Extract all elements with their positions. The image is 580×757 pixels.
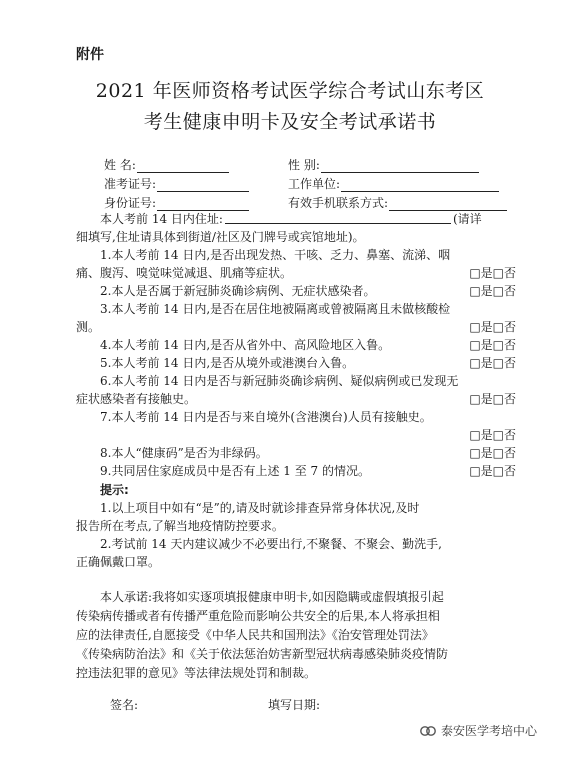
- tips-heading: 提示:: [100, 483, 129, 497]
- question-7-yes-no[interactable]: □是□否: [469, 428, 516, 442]
- question-1-line1: 1.本人考前 14 日内,是否出现发热、干咳、乏力、鼻塞、流涕、咽: [100, 248, 451, 262]
- tip-2-line1: 2.考试前 14 天内建议减少不必要出行,不聚餐、不聚会、勤洗手,: [100, 537, 442, 551]
- fill-date-label[interactable]: 填写日期:: [268, 698, 321, 712]
- question-1-yes-no[interactable]: □是□否: [469, 266, 516, 280]
- question-2-text: 2.本人是否属于新冠肺炎确诊病例、无症状感染者。: [100, 284, 376, 298]
- attachment-label: 附件: [76, 47, 104, 63]
- question-3: [76, 318, 516, 336]
- commitment-line5: 控违法犯罪的意见》等法律法规处罚和制裁。: [76, 666, 317, 680]
- gender-label: 性 别:: [288, 158, 320, 172]
- question-5-text: 5.本人考前 14 日内,是否从境外或港澳台入鲁。: [100, 356, 355, 370]
- question-4-yes-no[interactable]: □是□否: [469, 338, 516, 352]
- phone-field: [288, 194, 507, 211]
- question-3-yes-no[interactable]: □是□否: [469, 320, 516, 334]
- employer-input-line[interactable]: [341, 178, 499, 192]
- question-9-yes-no[interactable]: □是□否: [469, 464, 516, 478]
- form-title-line1: 2021 年医师资格考试医学综合考试山东考区: [95, 80, 485, 102]
- health-declaration-body: [76, 210, 516, 571]
- address-hint: 细填写,住址请具体到街道/社区及门牌号或宾馆地址)。: [76, 230, 365, 244]
- question-1: [76, 264, 516, 282]
- question-6: [76, 390, 516, 408]
- question-4-text: 4.本人考前 14 日内,是否从省外中、高风险地区入鲁。: [100, 338, 391, 352]
- idcard-label: 身份证号:: [104, 196, 157, 210]
- question-1-line2: 痛、腹泻、嗅觉味觉减退、肌痛等症状。: [76, 266, 293, 280]
- watermark: [420, 722, 537, 739]
- question-9-text: 9.共同居住家庭成员中是否有上述 1 至 7 的情况。: [100, 464, 370, 478]
- gender-input-line[interactable]: [321, 159, 479, 173]
- question-8: [76, 444, 516, 462]
- phone-input-line[interactable]: [389, 197, 507, 211]
- question-7-text: 7.本人考前 14 日内是否与来自境外(含港澳台)人员有接触史。: [100, 410, 432, 424]
- idcard-field: [104, 194, 249, 211]
- question-6-line2: 症状感染者有接触史。: [76, 392, 197, 406]
- personal-info-fields: [104, 156, 524, 213]
- tip-1-line2: 报告所在考点,了解当地疫情防控要求。: [76, 519, 284, 533]
- question-8-yes-no[interactable]: □是□否: [469, 446, 516, 460]
- ticket-field: [104, 175, 249, 192]
- form-title-line2: 考生健康申明卡及安全考试承诺书: [143, 111, 437, 133]
- question-9: [76, 462, 516, 480]
- question-2: [76, 282, 516, 300]
- question-4: [76, 336, 516, 354]
- question-2-yes-no[interactable]: □是□否: [469, 284, 516, 298]
- tip-1-line1: 1.以上项目中如有“是”的,请及时就诊排查异常身体状况,及时: [100, 501, 420, 515]
- ticket-label: 准考证号:: [104, 177, 157, 191]
- question-8-text: 8.本人“健康码”是否为非绿码。: [100, 446, 268, 460]
- name-field: [104, 156, 229, 173]
- question-3-line1: 3.本人考前 14 日内,是否在居住地被隔离或曾被隔离且未做核酸检: [100, 302, 451, 316]
- question-3-line2: 测。: [76, 320, 101, 334]
- commitment-line4: 《传染病防治法》和《关于依法惩治妨害新型冠状病毒感染肺炎疫情防: [76, 647, 449, 661]
- address-hint-start: (请详: [452, 212, 482, 226]
- ticket-input-line[interactable]: [157, 178, 249, 192]
- commitment-line3: 应的法律责任,自愿接受《中华人民共和国刑法》《治安管理处罚法》: [76, 628, 434, 642]
- gender-field: [288, 156, 479, 173]
- tip-2-line2: 正确佩戴口罩。: [76, 555, 161, 569]
- phone-label: 有效手机联系方式:: [288, 196, 389, 210]
- signature-label[interactable]: 签名:: [110, 698, 139, 712]
- address-input-line[interactable]: [225, 211, 451, 224]
- question-6-yes-no[interactable]: □是□否: [469, 392, 516, 406]
- question-5: [76, 354, 516, 372]
- watermark-text: 泰安医学考培中心: [441, 724, 538, 738]
- wechat-channel-icon: [420, 723, 436, 739]
- idcard-input-line[interactable]: [157, 197, 249, 211]
- safety-commitment: [76, 588, 516, 683]
- question-6-line1: 6.本人考前 14 日内是否与新冠肺炎确诊病例、疑似病例或已发现无: [100, 374, 459, 388]
- name-label: 姓 名:: [104, 158, 136, 172]
- commitment-line1: 本人承诺:我将如实逐项填报健康申明卡,如因隐瞒或虚假填报引起: [100, 590, 444, 604]
- question-5-yes-no[interactable]: □是□否: [469, 356, 516, 370]
- address-row: [76, 210, 516, 228]
- employer-label: 工作单位:: [288, 177, 341, 191]
- name-input-line[interactable]: [137, 159, 229, 173]
- commitment-line2: 传染病传播或者有传播严重危险而影响公共安全的后果,本人将承担相: [76, 609, 440, 623]
- address-label: 本人考前 14 日内住址:: [100, 212, 223, 226]
- employer-field: [288, 175, 499, 192]
